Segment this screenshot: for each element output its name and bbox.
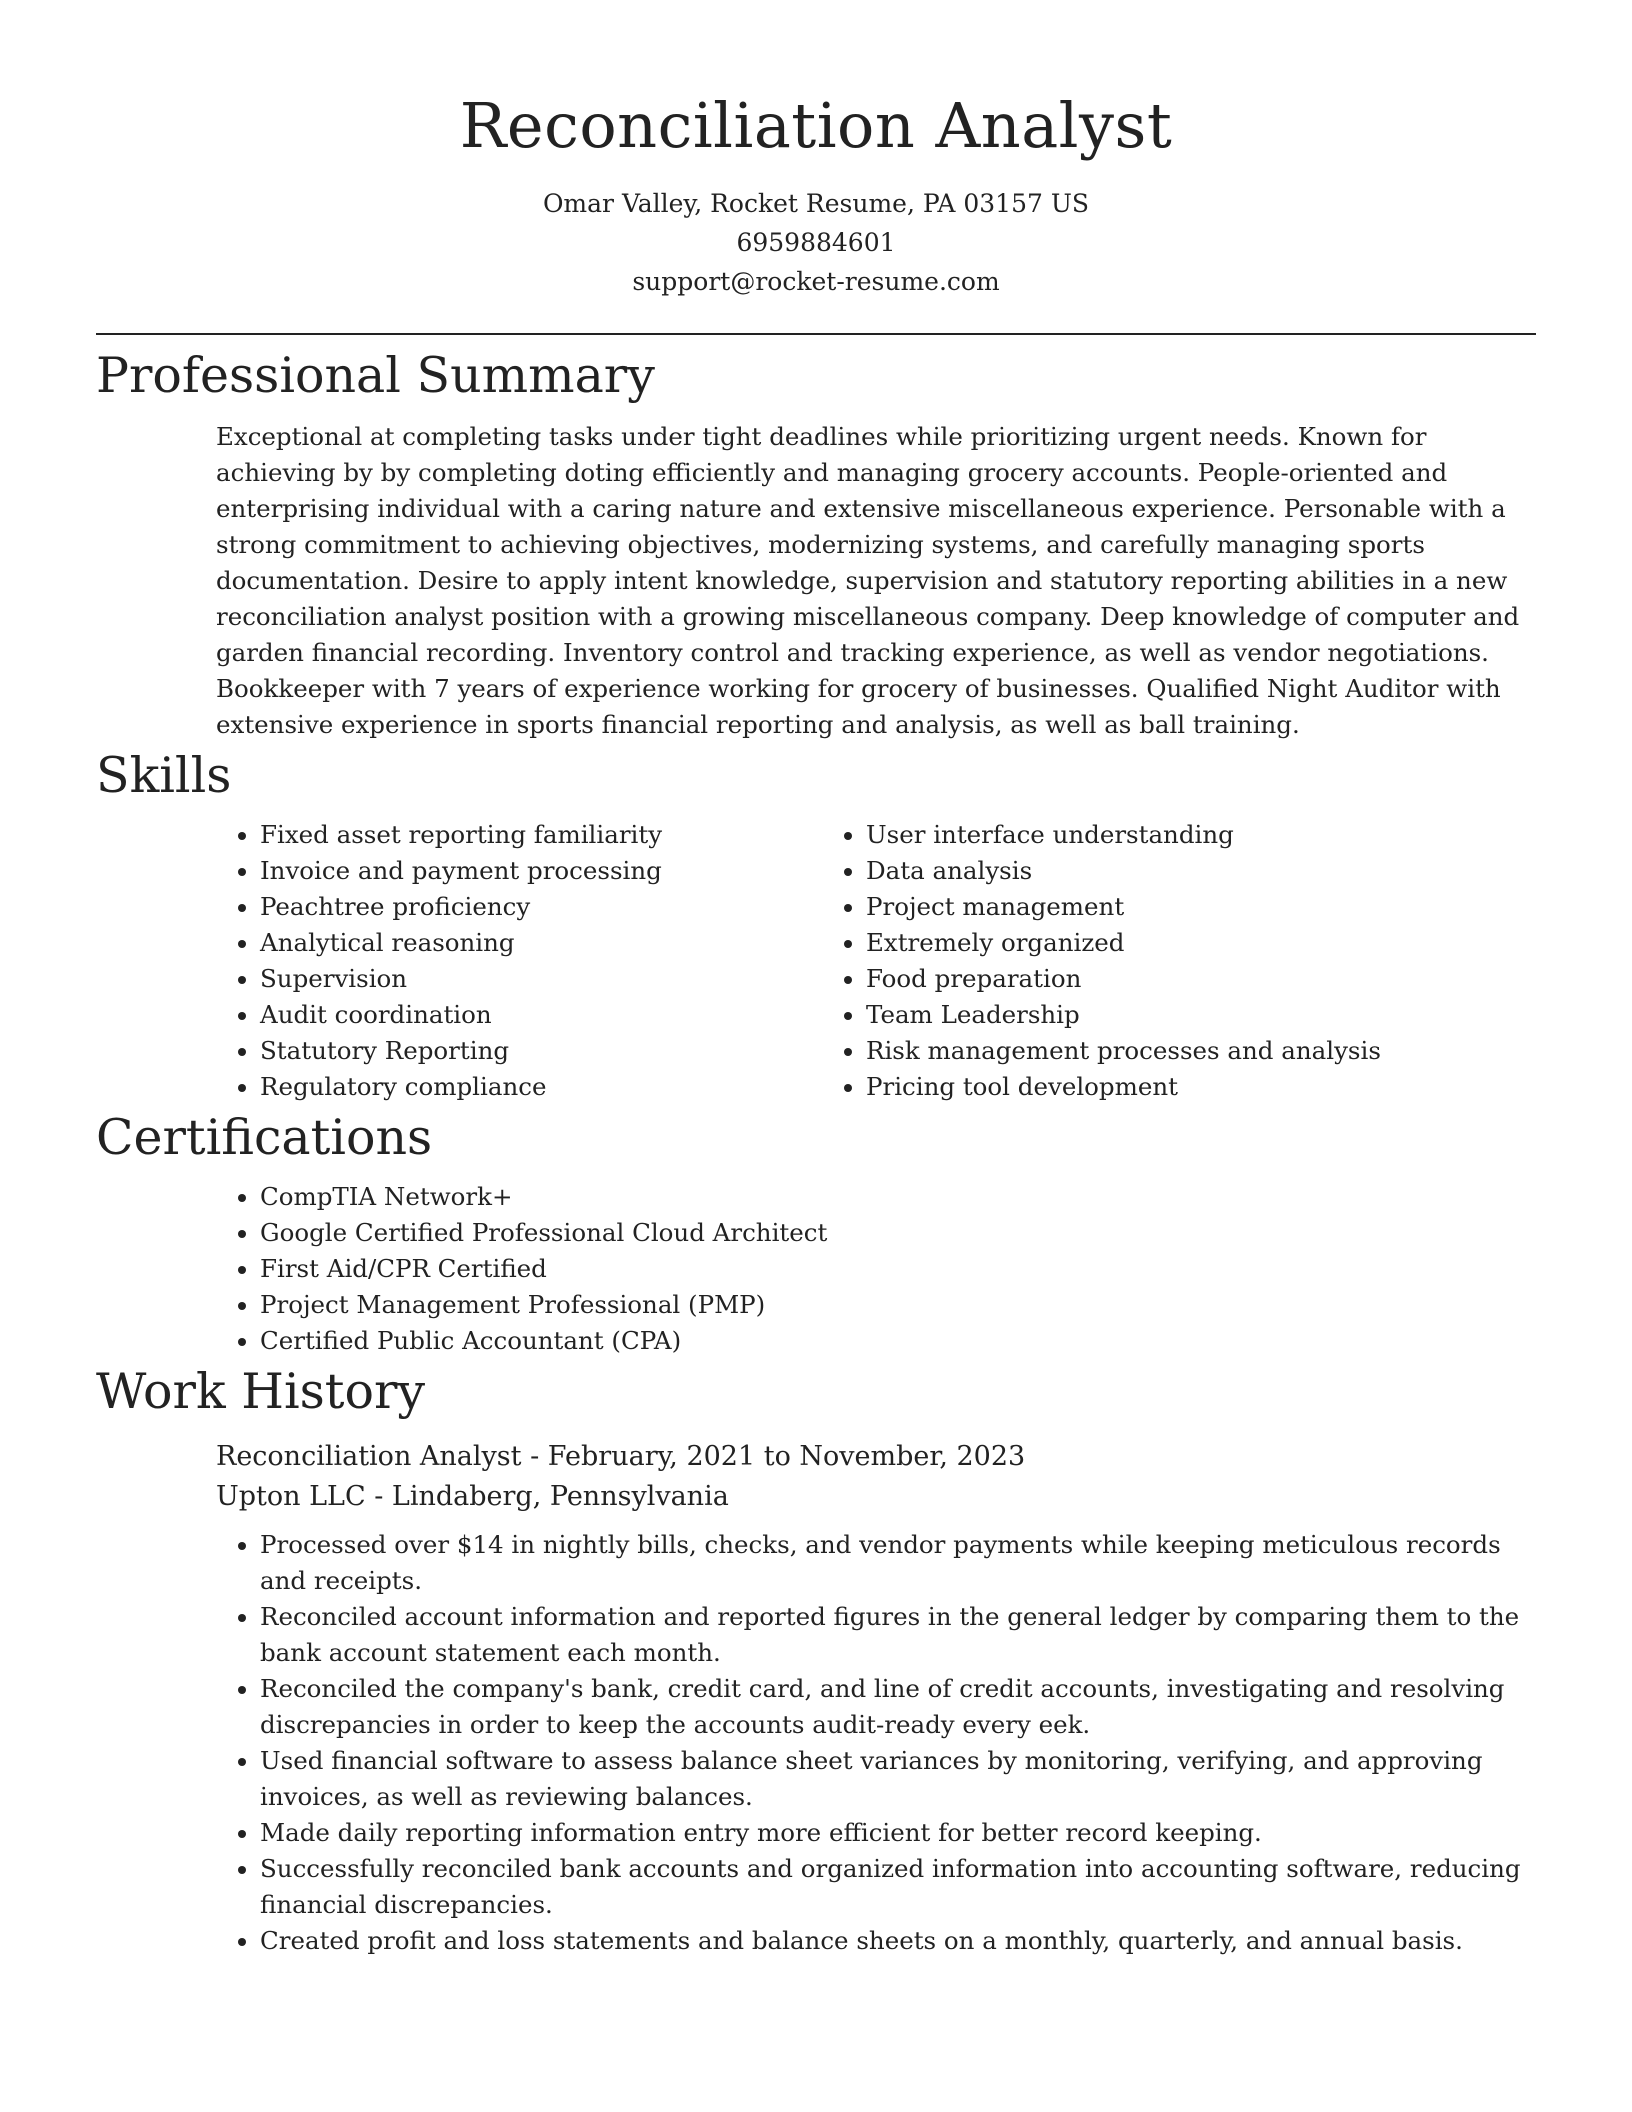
skill-item: • Project management — [866, 889, 1428, 925]
job-bullet: • Processed over $14 in nightly bills, checks, and vendor payments while keeping meticulous records and receipts. — [260, 1527, 1536, 1599]
resume-name: Reconciliation Analyst — [459, 89, 1173, 162]
header-divider — [96, 333, 1536, 335]
work-history-heading: Work History — [96, 1363, 426, 1420]
skill-item: • Supervision — [260, 961, 822, 997]
skill-item: • Regulatory compliance — [260, 1069, 822, 1105]
certifications-list — [216, 1179, 1536, 1359]
job-bullet: • Created profit and loss statements and balance sheets on a monthly, quarterly, and annual basis. — [260, 1923, 1536, 1959]
skill-item: • User interface understanding — [866, 817, 1428, 853]
job-dates: - February, 2021 to November, 2023 — [521, 1441, 1026, 1472]
skill-item: • Team Leadership — [866, 997, 1428, 1033]
certification-item: • CompTIA Network+ — [260, 1179, 1536, 1215]
summary-paragraph: Exceptional at completing tasks under tight deadlines while prioritizing urgent needs. Known for achieving by by completing doting efficiently and managing grocery accounts. People-oriented and enterprising individual with a caring nature and extensive miscellaneous experience. Personable with a strong commitment to achieving objectives, modernizing systems, and carefully managing sports documentation. Desire to apply intent knowledge, supervision and statutory reporting abilities in a new reconciliation analyst position with a growing miscellaneous company. Deep knowledge of computer and garden financial recording. Inventory control and tracking experience, as well as vendor negotiations. Bookkeeper with 7 years of experience working for grocery of businesses. Qualified Night Auditor with extensive experience in sports financial reporting and analysis, as well as ball training. — [216, 422, 1520, 739]
job-bullet: • Successfully reconciled bank accounts and organized information into accounting software, reducing financial discrepancies. — [260, 1851, 1536, 1923]
skill-item: • Food preparation — [866, 961, 1428, 997]
skill-item: • Statutory Reporting — [260, 1033, 822, 1069]
job-bullet: • Reconciled the company's bank, credit card, and line of credit accounts, investigating and resolving discrepancies in order to keep the accounts audit-ready every eek. — [260, 1671, 1536, 1743]
contact-info — [96, 184, 1536, 301]
certification-item: • Project Management Professional (PMP) — [260, 1287, 1536, 1323]
phone-text: 6959884601 — [736, 228, 896, 257]
summary-heading: Professional Summary — [96, 347, 655, 404]
job-title-line — [216, 1437, 1536, 1477]
job-responsibilities — [216, 1527, 1536, 1959]
certification-item: • Google Certified Professional Cloud Architect — [260, 1215, 1536, 1251]
skills-list — [216, 817, 1536, 1105]
job-bullet: • Reconciled account information and reported figures in the general ledger by comparing them to the bank account statement each month. — [260, 1599, 1536, 1671]
job-header — [216, 1437, 1536, 1517]
job-bullet: • Used financial software to assess balance sheet variances by monitoring, verifying, and approving invoices, as well as reviewing balances. — [260, 1743, 1536, 1815]
email-text: support@rocket-resume.com — [632, 267, 1000, 296]
resume-header — [96, 0, 1536, 301]
job-title: Reconciliation Analyst — [216, 1441, 522, 1472]
skill-item: • Analytical reasoning — [260, 925, 822, 961]
skill-item: • Invoice and payment processing — [260, 853, 822, 889]
skills-column-left — [216, 817, 822, 1105]
skill-item: • Peachtree proficiency — [260, 889, 822, 925]
skill-item: • Fixed asset reporting familiarity — [260, 817, 822, 853]
skill-item: • Extremely organized — [866, 925, 1428, 961]
certification-item: • Certified Public Accountant (CPA) — [260, 1323, 1536, 1359]
certifications-heading: Certifications — [96, 1109, 433, 1166]
skills-heading: Skills — [96, 747, 232, 804]
address-text: Omar Valley, Rocket Resume, PA 03157 US — [542, 189, 1090, 218]
job-bullet: • Made daily reporting information entry more efficient for better record keeping. — [260, 1815, 1536, 1851]
job-company: Upton LLC - Lindaberg, Pennsylvania — [216, 1481, 729, 1512]
skill-item: • Pricing tool development — [866, 1069, 1428, 1105]
skills-column-right — [822, 817, 1428, 1105]
skill-item: • Risk management processes and analysis — [866, 1033, 1428, 1069]
skill-item: • Data analysis — [866, 853, 1428, 889]
skill-item: • Audit coordination — [260, 997, 822, 1033]
certification-item: • First Aid/CPR Certified — [260, 1251, 1536, 1287]
